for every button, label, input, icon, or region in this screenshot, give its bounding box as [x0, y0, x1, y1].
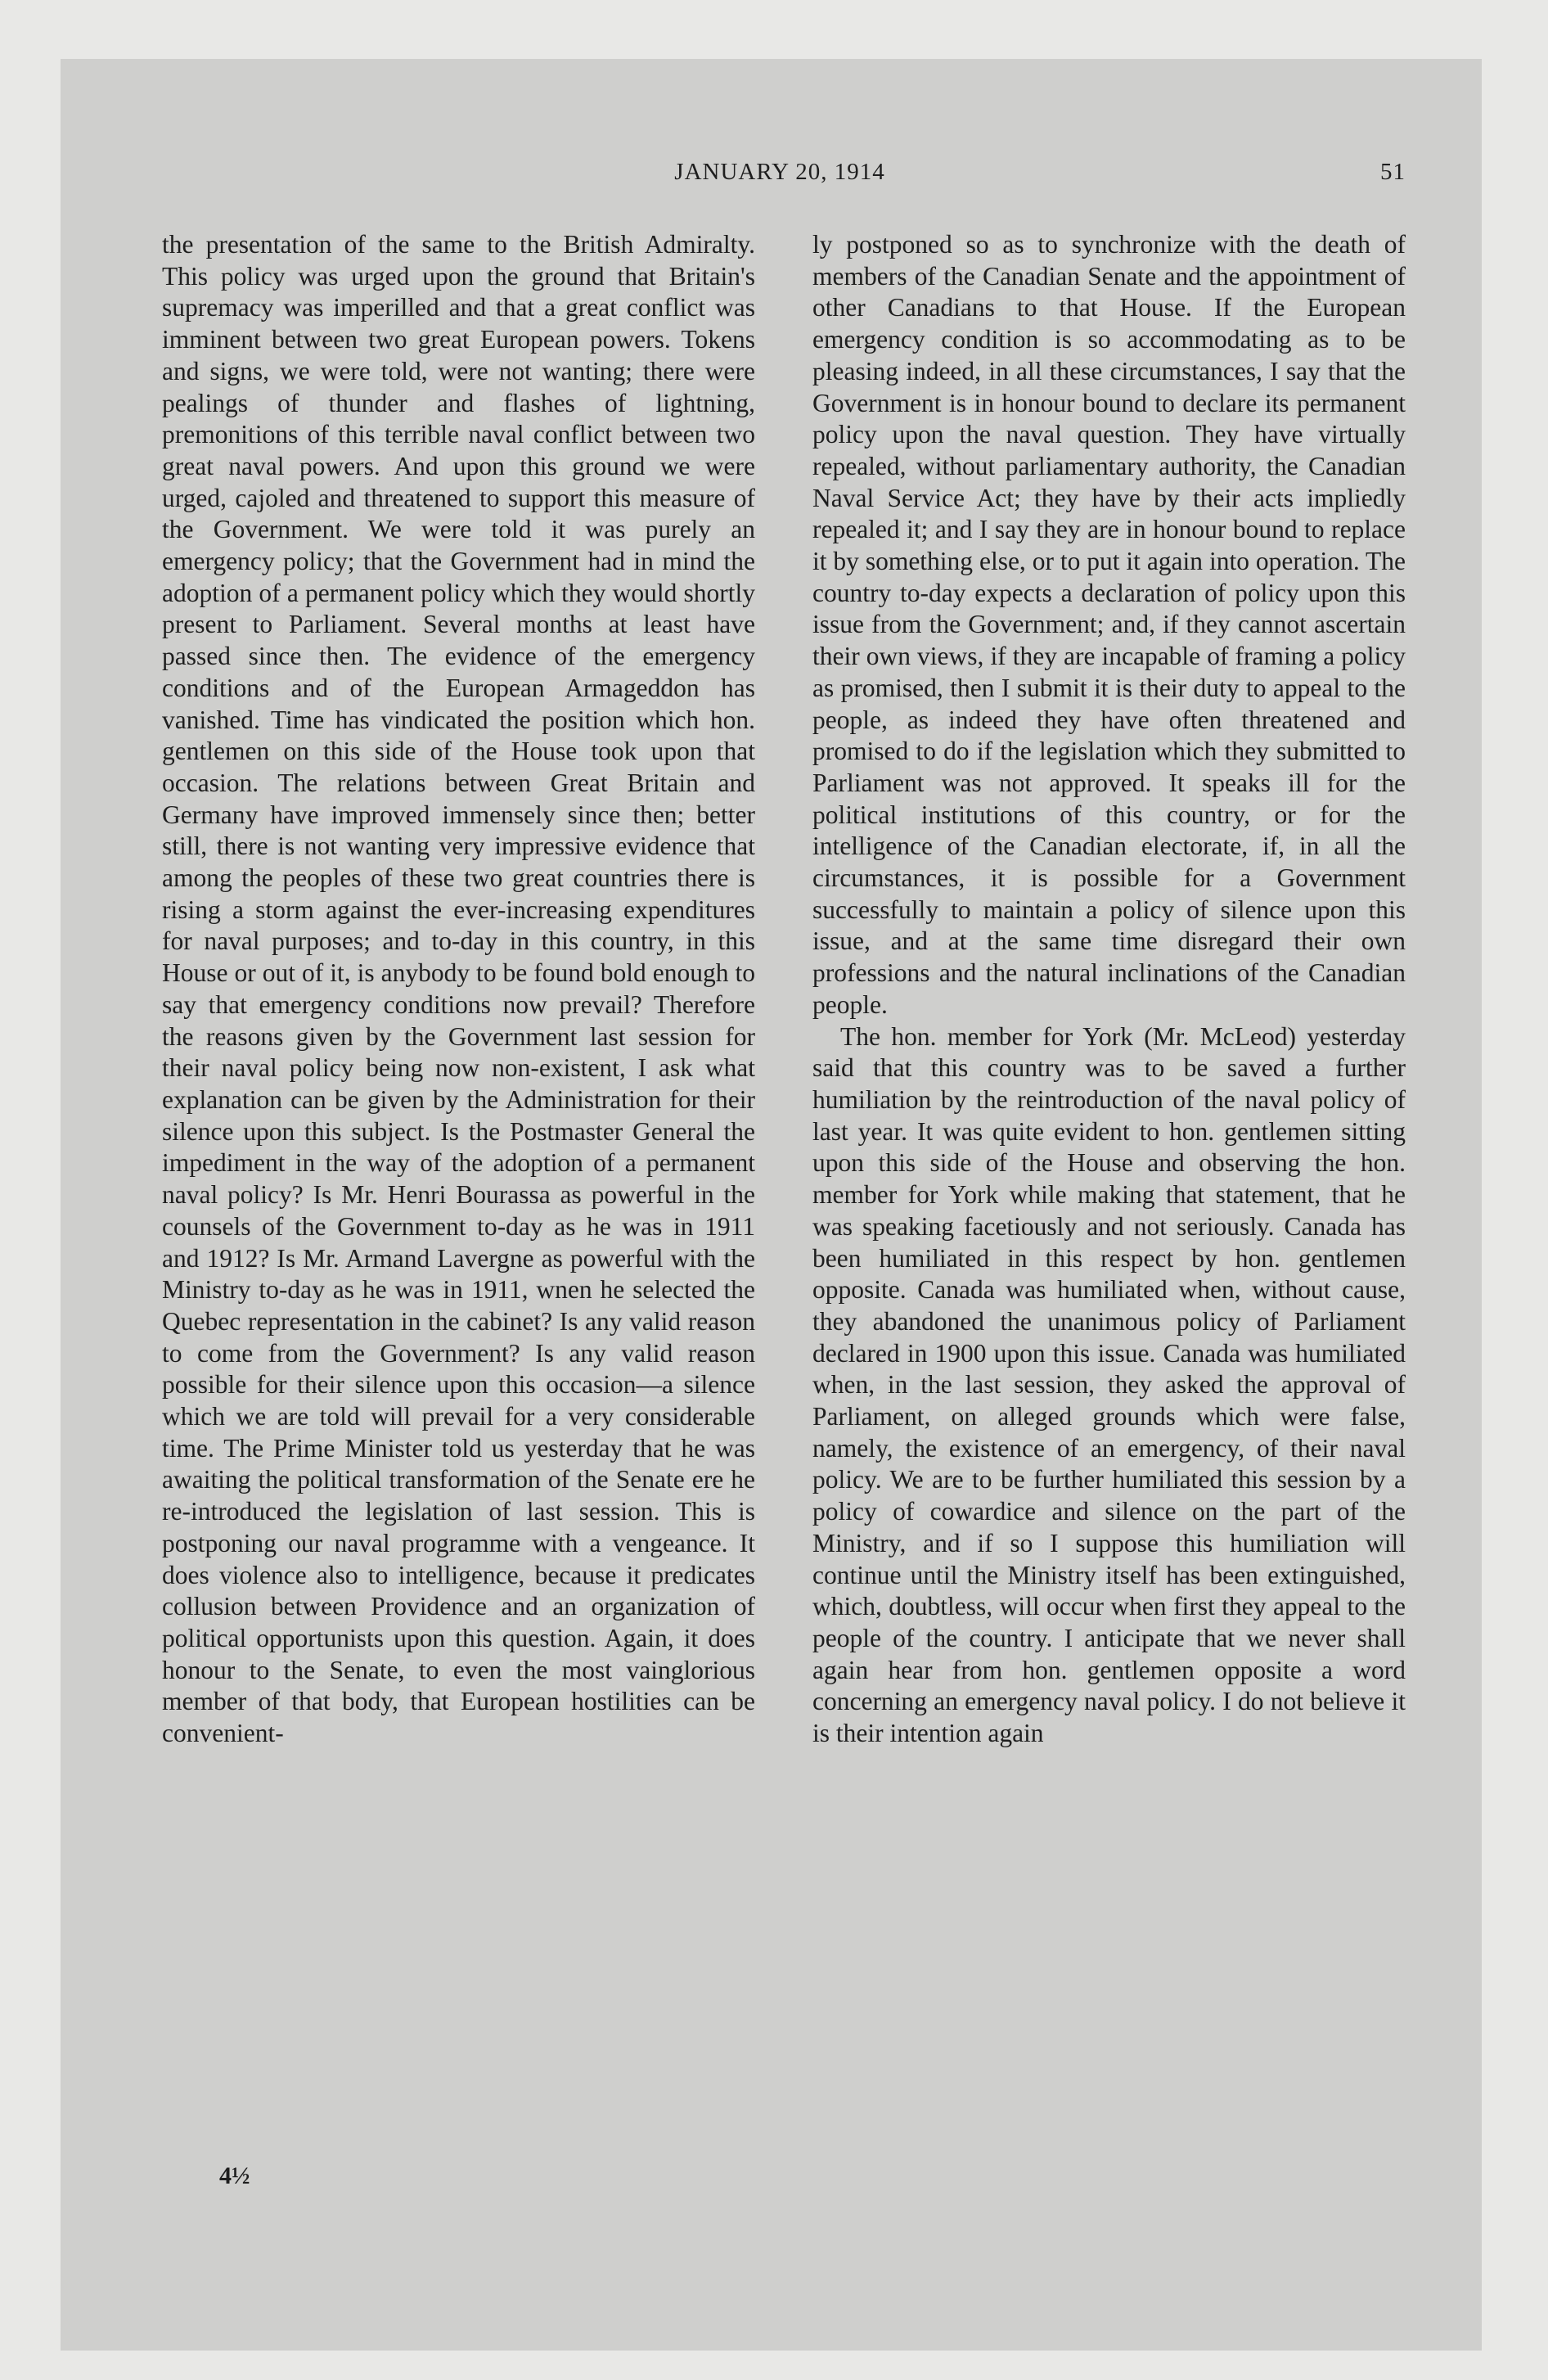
page-number: 51 — [1380, 159, 1406, 185]
right-column — [812, 229, 1406, 1750]
document-page — [154, 147, 1406, 2308]
signature-mark: 4½ — [219, 2162, 250, 2189]
page-title: JANUARY 20, 1914 — [674, 159, 885, 185]
page-header — [154, 147, 1406, 192]
right-column-paragraph-1: ly postponed so as to synchronize with the death of members of the Canadian Senate and the appointment of other Canadians to that House. If the European emergency condition is so accommodating as to be pleasing indeed, in all these circumstances, I say that the Government is in honour bound to declare its permanent policy upon the naval question. They have virtually repealed, without parliamentary authority, the Canadian Naval Service Act; they have by their acts impliedly repealed it; and I say they are in honour bound to replace it by something else, or to put it again into operation. The country to-day expects a declaration of policy upon this issue from the Government; and, if they cannot ascertain their own views, if they are incapable of framing a policy as promised, then I submit it is their duty to appeal to the people, as indeed they have often threatened and promised to do if the legislation which they submitted to Parliament was not approved. It speaks ill for the political institutions of this country, or for the intelligence of the Canadian electorate, if, in all the circumstances, it is possible for a Government successfully to maintain a policy of silence upon this issue, and at the same time disregard their own professions and the natural inclinations of the Canadian people. — [812, 230, 1406, 1019]
left-column-paragraph: the presentation of the same to the British Admiralty. This policy was urged upon the ground that Britain's supremacy was imperilled and that a great conflict was imminent between two great European powers. Tokens and signs, we were told, were not wanting; there were pealings of thunder and flashes of lightning, premonitions of this terrible naval conflict between two great naval powers. And upon this ground we were urged, cajoled and threatened to support this measure of the Government. We were told it was purely an emergency policy; that the Government had in mind the adoption of a permanent policy which they would shortly present to Parliament. Several months at least have passed since then. The evidence of the emergency conditions and of the European Armageddon has vanished. Time has vindicated the position which hon. gentlemen on this side of the House took upon that occasion. The relations between Great Britain and Germany have improved immensely since then; better still, there is not wanting very impressive evidence that among the peoples of these two great countries there is rising a storm against the ever-increasing expenditures for naval purposes; and to-day in this country, in this House or out of it, is anybody to be found bold enough to say that emergency conditions now prevail? Therefore the reasons given by the Government last session for their naval policy being now non-existent, I ask what explanation can be given by the Administration for their silence upon this subject. Is the Postmaster General the impediment in the way of the adoption of a permanent naval policy? Is Mr. Henri Bourassa as powerful in the counsels of the Government to-day as he was in 1911 and 1912? Is Mr. Armand Lavergne as powerful with the Ministry to-day as he was in 1911, wnen he selected the Quebec representation in the cabinet? Is any valid reason to come from the Government? Is any valid reason possible for their silence upon this occasion—a silence which we are told will prevail for a very considerable time. The Prime Minister told us yesterday that he was awaiting the political transformation of the Senate ere he re-introduced the legislation of last session. This is postponing our naval programme with a vengeance. It does violence also to intelligence, because it predicates collusion between Providence and an organization of political opportunists upon this question. Again, it does honour to the Senate, to even the most vainglorious member of that body, that European hostilities can be convenient- — [162, 230, 755, 1748]
text-columns — [154, 229, 1406, 2259]
left-column — [162, 229, 755, 1750]
right-column-paragraph-2: The hon. member for York (Mr. McLeod) yesterday said that this country was to be saved a further humiliation by the reintroduction of the naval policy of last year. It was quite evident to hon. gentlemen sitting upon this side of the House and observing the hon. member for York while making that statement, that he was speaking facetiously and not seriously. Canada has been humiliated in this respect by hon. gentlemen opposite. Canada was humiliated when, without cause, they abandoned the unanimous policy of Parliament declared in 1900 upon this issue. Canada was humiliated when, in the last session, they asked the approval of Parliament, on alleged grounds which were false, namely, the existence of an emergency, of their naval policy. We are to be further humiliated this session by a policy of cowardice and silence on the part of the Ministry, and if so I suppose this humiliation will continue until the Ministry itself has been extinguished, which, doubtless, will occur when first they appeal to the people of the country. I anticipate that we never shall again hear from hon. gentlemen opposite a word concerning an emergency naval policy. I do not believe it is their intention again — [812, 1021, 1406, 1748]
